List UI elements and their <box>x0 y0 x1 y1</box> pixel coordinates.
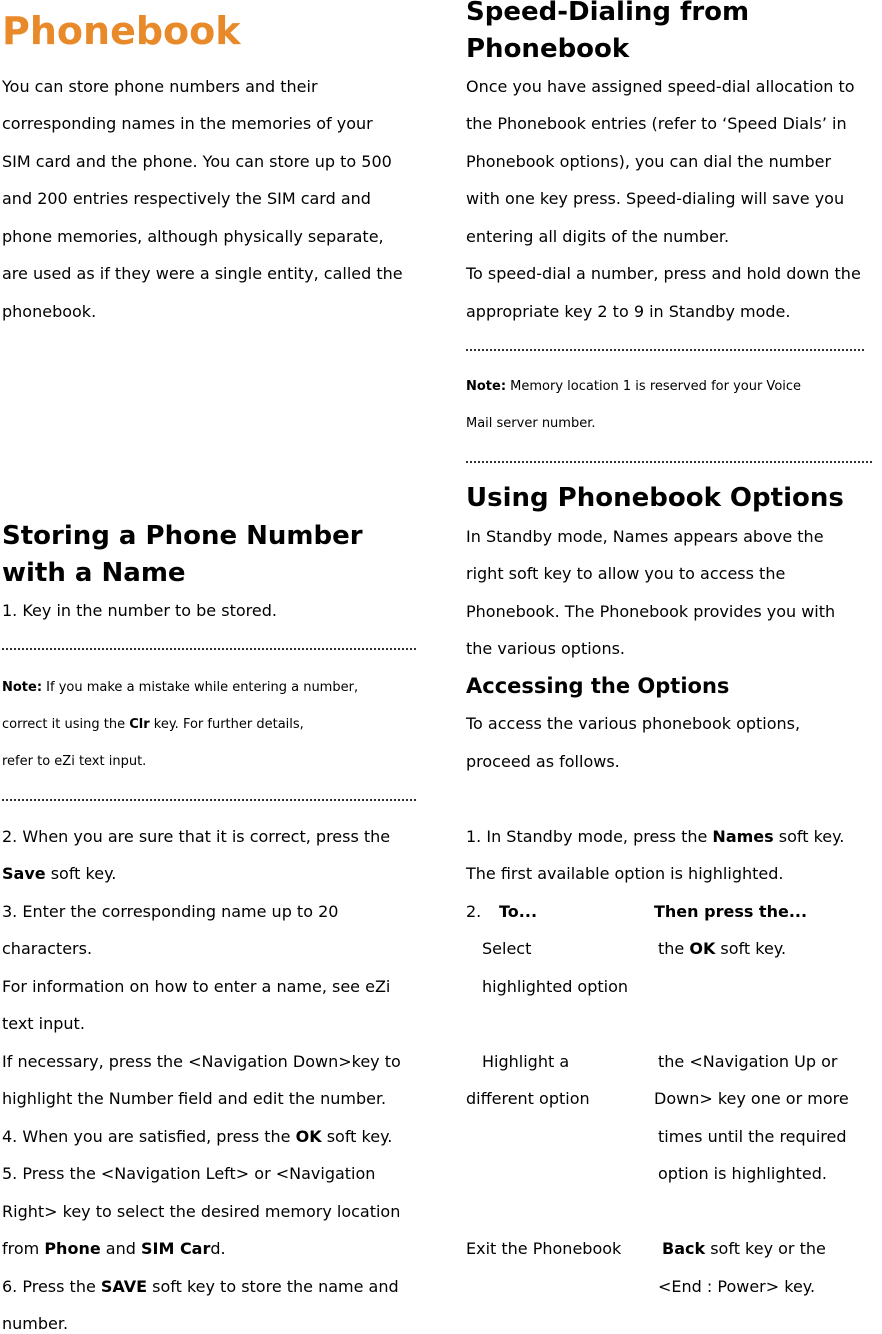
intro-line: phonebook. <box>2 302 97 321</box>
speed-text-line: entering all digits of the number. <box>466 227 730 246</box>
options-text-line: right soft key to allow you to access the <box>466 564 786 583</box>
if-necessary-line: If necessary, press the <Navigation Down>key to <box>2 1052 401 1071</box>
table-row-select-to: highlighted option <box>482 977 629 996</box>
table-header-to <box>499 902 537 922</box>
note-line <box>2 678 358 698</box>
step-5 <box>2 1239 226 1259</box>
accessing-text-line: To access the various phonebook options, <box>466 714 801 733</box>
intro-line: phone memories, although physically separate, <box>2 227 384 246</box>
table-row-exit-to: Exit the Phonebook <box>466 1239 622 1258</box>
note-text: Memory location 1 is reserved for your Voice <box>506 379 802 394</box>
note-label: Note: <box>2 680 43 695</box>
section-heading-speed-dialing: Speed-Dialing from <box>466 0 750 27</box>
cell-text: soft key. <box>715 939 787 958</box>
speed-text-line: appropriate key 2 to 9 in Standby mode. <box>466 302 791 321</box>
options-text-line: Phonebook. The Phonebook provides you with <box>466 602 836 621</box>
access-step-1: The first available option is highlighted. <box>466 864 784 883</box>
step-2: 2. When you are sure that it is correct, press the <box>2 827 391 846</box>
step-4 <box>2 1127 392 1147</box>
note-text: If you make a mistake while entering a number, <box>42 680 359 695</box>
info-line: For information on how to enter a name, see eZi <box>2 977 391 996</box>
step-text: soft key. <box>45 864 117 883</box>
section-heading-storing: Storing a Phone Number <box>2 521 363 551</box>
intro-line: corresponding names in the memories of your <box>2 114 373 133</box>
options-text-line: In Standby mode, Names appears above the <box>466 527 824 546</box>
note-line: Mail server number. <box>466 416 596 431</box>
note-text: correct it using the <box>2 717 130 732</box>
step-5: Right> key to select the desired memory location <box>2 1202 401 1221</box>
header-text: To... <box>499 902 538 921</box>
section-heading-storing: with a Name <box>2 558 186 588</box>
step-1: 1. Key in the number to be stored. <box>2 601 277 620</box>
info-line: text input. <box>2 1014 85 1033</box>
step-2 <box>2 864 116 884</box>
dotted-divider <box>466 349 864 351</box>
step-3: characters. <box>2 939 93 958</box>
intro-line: You can store phone numbers and their <box>2 77 318 96</box>
table-row-highlight-then: times until the required <box>658 1127 847 1146</box>
step-text: 1. In Standby mode, press the <box>466 827 713 846</box>
table-row-highlight-to: different option <box>466 1089 590 1108</box>
access-step-2-number: 2. <box>466 902 482 921</box>
clr-key-label: Clr <box>129 717 150 732</box>
table-row-select-then <box>658 939 786 959</box>
names-key-label: Names <box>712 827 774 846</box>
step-text: d. <box>210 1239 226 1258</box>
dotted-divider <box>2 799 416 801</box>
intro-line: and 200 entries respectively the SIM card and <box>2 189 371 208</box>
save-key-label: SAVE <box>100 1277 148 1296</box>
speed-text-line: Once you have assigned speed-dial allocation to <box>466 77 855 96</box>
section-heading-accessing: Accessing the Options <box>466 674 730 698</box>
header-text: Then press the... <box>654 902 808 921</box>
step-3: 3. Enter the corresponding name up to 20 <box>2 902 339 921</box>
table-row-highlight-then: the <Navigation Up or <box>658 1052 838 1071</box>
intro-line: SIM card and the phone. You can store up to 500 <box>2 152 392 171</box>
table-row-select-to: Select <box>482 939 532 958</box>
step-text: from <box>2 1239 45 1258</box>
options-text-line: the various options. <box>466 639 626 658</box>
table-header-then <box>654 902 807 922</box>
ok-key-label: OK <box>689 939 716 958</box>
speed-text-line: the Phonebook entries (refer to ‘Speed Dials’ in <box>466 114 847 133</box>
dotted-divider <box>466 461 872 463</box>
if-necessary-line: highlight the Number field and edit the number. <box>2 1089 387 1108</box>
section-heading-options: Using Phonebook Options <box>466 483 844 513</box>
note-line <box>2 715 304 735</box>
dotted-divider <box>2 648 416 650</box>
table-row-highlight-then: Down> key one or more <box>654 1089 849 1108</box>
table-row-highlight-then: option is highlighted. <box>658 1164 827 1183</box>
step-5: 5. Press the <Navigation Left> or <Navigation <box>2 1164 376 1183</box>
step-text: soft key. <box>773 827 845 846</box>
intro-line: are used as if they were a single entity, called the <box>2 264 403 283</box>
ok-key-label: OK <box>295 1127 322 1146</box>
page-title: Phonebook <box>2 9 241 53</box>
note-label: Note: <box>466 379 507 394</box>
access-step-1 <box>466 827 844 847</box>
speed-text-line: with one key press. Speed-dialing will save you <box>466 189 845 208</box>
cell-text: the <box>658 939 690 958</box>
table-row-exit-then: <End : Power> key. <box>658 1277 816 1296</box>
note-line: refer to eZi text input. <box>2 754 147 769</box>
section-heading-speed-dialing: Phonebook <box>466 34 630 64</box>
phone-label: Phone <box>44 1239 101 1258</box>
note-text: key. For further details, <box>149 717 304 732</box>
table-row-highlight-to: Highlight a <box>482 1052 570 1071</box>
step-text: 6. Press the <box>2 1277 101 1296</box>
accessing-text-line: proceed as follows. <box>466 752 620 771</box>
step-text: 4. When you are satisfied, press the <box>2 1127 296 1146</box>
table-row-exit-then <box>662 1239 826 1259</box>
step-text: soft key. <box>321 1127 393 1146</box>
back-key-label: Back <box>662 1239 706 1258</box>
step-text: and <box>100 1239 141 1258</box>
note-line <box>466 377 801 397</box>
save-key-label: Save <box>2 864 46 883</box>
step-text: soft key to store the name and <box>147 1277 399 1296</box>
step-6: number. <box>2 1314 69 1333</box>
speed-text-line: To speed-dial a number, press and hold down the <box>466 264 861 283</box>
speed-text-line: Phonebook options), you can dial the number <box>466 152 832 171</box>
step-6 <box>2 1277 399 1297</box>
cell-text: soft key or the <box>705 1239 826 1258</box>
sim-card-label: SIM Car <box>140 1239 211 1258</box>
